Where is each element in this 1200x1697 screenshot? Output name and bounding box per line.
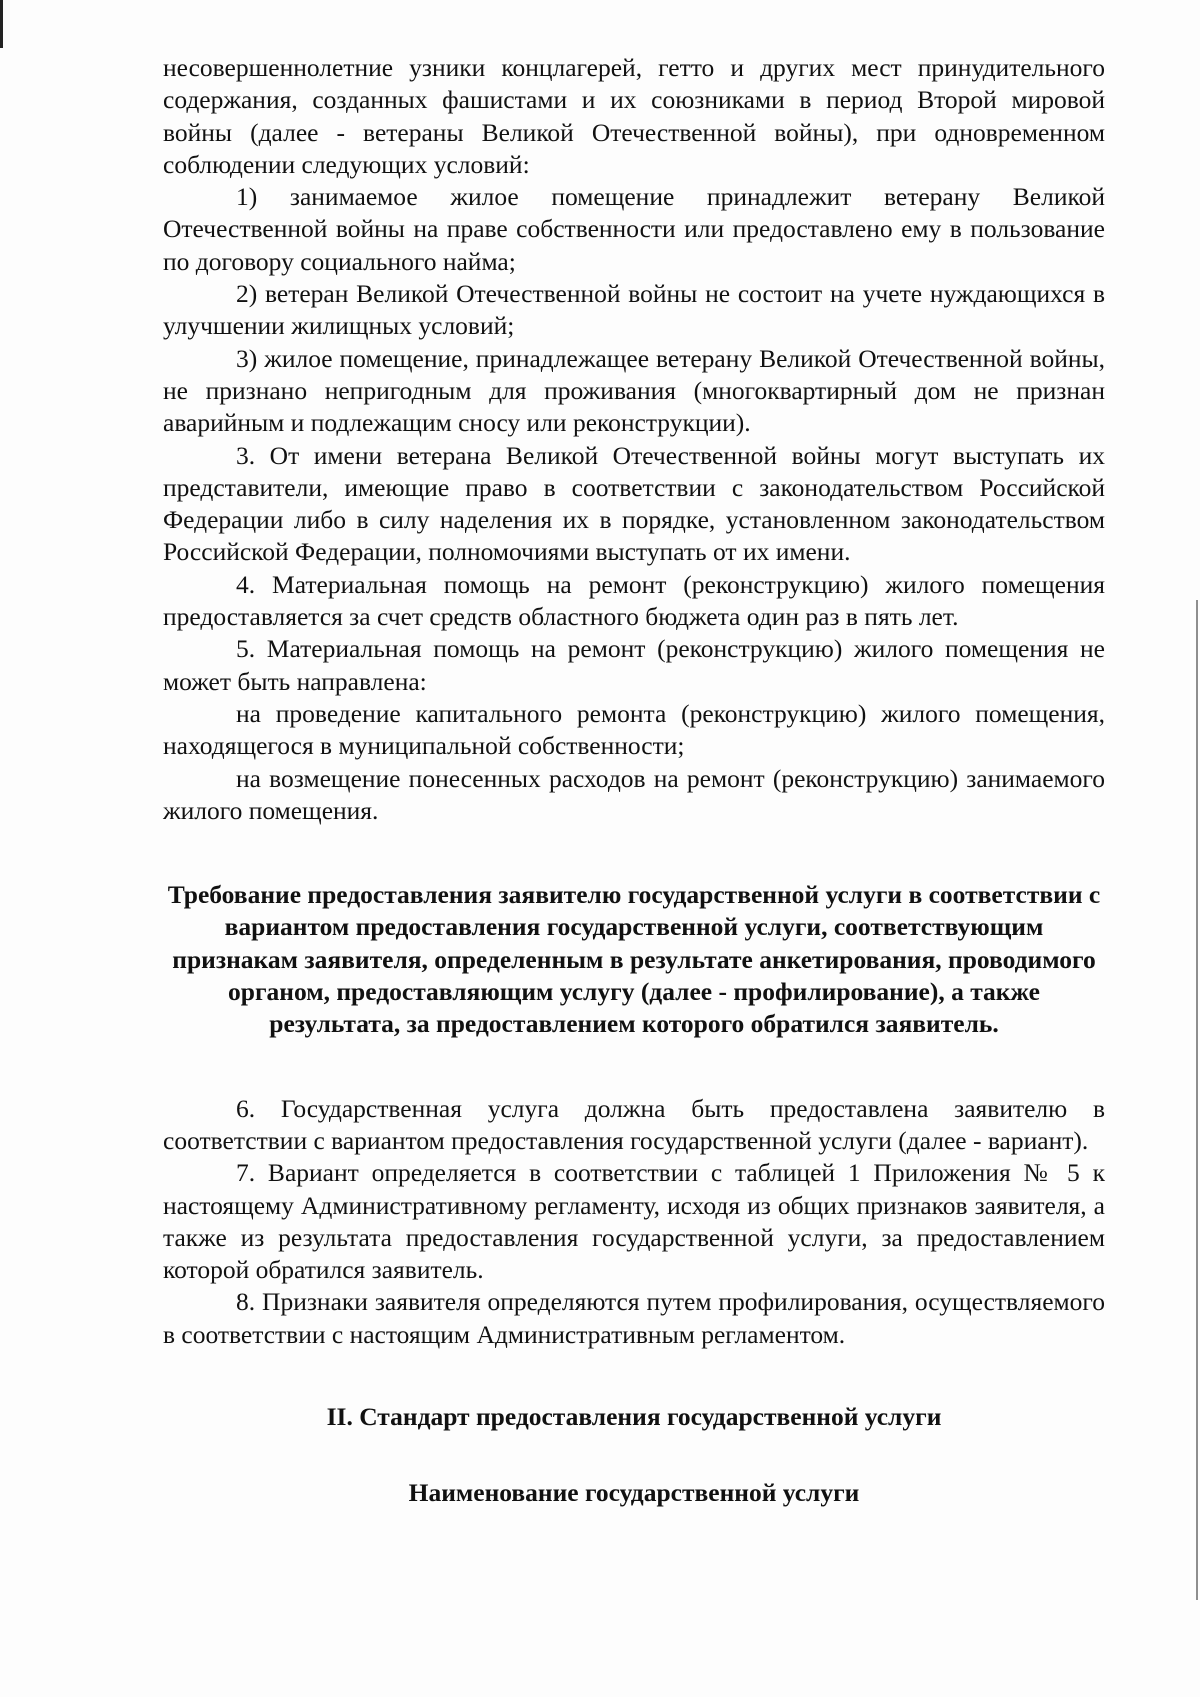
- scan-edge-mark: [0, 0, 3, 48]
- section-title: II. Стандарт предоставления государственной услуги: [326, 1401, 942, 1431]
- subsection-title: Наименование государственной услуги: [408, 1478, 860, 1508]
- paragraph-condition-2: 2) ветеран Великой Отечественной войны не состоит на учете нуждающихся в улучшении жилищных условий;: [163, 279, 1105, 341]
- paragraph-item-7: 7. Вариант определяется в соответствии с таблицей 1 Приложения № 5 к настоящему Административному регламенту, исходя из общих признаков заявителя, а также из результата предоставления государственной услуги, за предоставлением которой обратился заявитель.: [163, 1158, 1105, 1285]
- paragraph-item-5-case-1: на проведение капитального ремонта (реконструкцию) жилого помещения, находящегося в муниципальной собственности;: [163, 698, 1105, 761]
- paragraph-item-3: 3. От имени ветерана Великой Отечественной войны могут выступать их представители, имеющие право в соответствии с законодательством Российской Федерации либо в силу наделения их в порядке, установленном законодательством Российской Федерации, полномочиями выступать от их имени.: [163, 440, 1105, 567]
- paragraph-item-5: 5. Материальная помощь на ремонт (реконструкцию) жилого помещения не может быть направлена:: [163, 634, 1105, 696]
- paragraph-item-4: 4. Материальная помощь на ремонт (реконструкцию) жилого помещения предоставляется за счет средств областного бюджета один раз в пять лет.: [163, 569, 1105, 632]
- paragraph-item-8: 8. Признаки заявителя определяются путем профилирования, осуществляемого в соответствии с настоящим Административным регламентом.: [163, 1287, 1105, 1349]
- requirement-heading: Требование предоставления заявителю государственной услуги в соответствии с вариантом предоставления государственной услуги, соответствующим признакам заявителя, определенным в результате анкетирования, проводимого органом, предоставляющим услугу (далее - профилирование), а также результата, за предоставлением которого обратился заявитель.: [167, 880, 1101, 1039]
- paragraph-continuation: несовершеннолетние узники концлагерей, гетто и других мест принудительного содержания, созданных фашистами и их союзниками в период Второй мировой войны (далее - ветераны Великой Отечественной войны), при одновременном соблюдении следующих условий:: [163, 53, 1105, 179]
- paragraph-condition-3: 3) жилое помещение, принадлежащее ветерану Великой Отечественной войны, не признано непригодным для проживания (многоквартирный дом не признан аварийным и подлежащим сносу или реконструкции).: [163, 343, 1105, 438]
- scan-edge-mark: [1196, 600, 1198, 1600]
- paragraph-condition-1: 1) занимаемое жилое помещение принадлежит ветерану Великой Отечественной войны на праве собственности или предоставлено ему в пользование по договору социального найма;: [163, 182, 1105, 276]
- paragraph-item-5-case-2: на возмещение понесенных расходов на ремонт (реконструкцию) занимаемого жилого помещения.: [163, 763, 1105, 825]
- paragraph-item-6: 6. Государственная услуга должна быть предоставлена заявителю в соответствии с вариантом предоставления государственной услуги (далее - вариант).: [163, 1093, 1105, 1155]
- document-body: [163, 52, 1105, 1510]
